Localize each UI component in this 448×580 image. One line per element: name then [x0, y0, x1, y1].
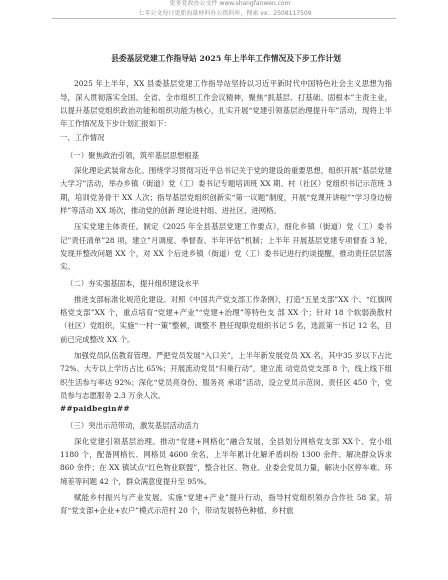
paragraph-member-management: 加强党员队伍教育管理。严把党员发展“入口关”，上半年新发展党员 XX 名，其中35 岁以下占比 72%、大专以上学历占比 65%；开展流动党员“归巢行动”，建立流 动党员党支部 8 个，线上线下组织生活参与率达 92%；深化“党员亮身份、服务亮 承诺”活动，设立党员示范岗、责任区 450 个，党员参与志愿服务 2.3 万余人次。 — [60, 350, 392, 400]
site-banner: 更多党政办公文件 www.shangfanwen.com — [169, 0, 291, 7]
header-divider — [52, 18, 396, 19]
paragraph-rural-revitalization: 赋能乡村振兴与产业发展。实施“党建+产业”提升行动，指导村党组织领办合作社 58 家，培育“党支部+企业+农户”模式示范村 20 个，带动发展特色种植、乡村旅 — [60, 492, 392, 516]
section-heading-work-status: 一、工作情况 — [60, 133, 105, 143]
document-body — [60, 52, 392, 518]
document-title: 县委基层党建工作指导站 2025 年上半年工作情况及下步工作计划 — [111, 54, 341, 63]
subsection-heading-organization: （二）夯实强基固本，提升组织建设水平 — [66, 279, 200, 289]
subsection-heading-demonstration: （三）突出示范带动，激发基层活动活力 — [66, 421, 200, 431]
paragraph-responsibility: 压实党建主体责任。制定《2025 年全县基层党建工作要点》，细化乡镇（街道）党（工）委书记”责任清单”28 项，建立”月调度、季督查、半年评估”机制；上半年 开展基层党建专项督查 3 轮，发现并整改问题 XX 个，对 XX 个后进乡镇（街道）党（工）委书记进行约谈提醒，推动责任层层落实。 — [60, 222, 392, 272]
site-notice: 七零公文每日更新海量材料办公资料库，搜索 vx：2508117509 — [138, 10, 312, 17]
paid-content-marker: ##paidbegin## — [60, 404, 130, 414]
paragraph-branch-standardization: 推进支部标准化规范化建设。对照《中国共产党支部工作条例》，打造“五星支部”XX 个、“红旗网格党支部”XX 个，重点培育“党建+产业”“党建+治理”等特色支 部 XX 个；针对 18 个软弱涣散村（社区）党组织，实施“一村一策”整顿，调整不 胜任现职党组织书记 5 名，选派第一书记 12 名，目前已完成整改 XX 个。 — [60, 294, 392, 344]
subsection-heading-political-guidance: （一）聚焦政治引领，筑牢基层思想根基 — [66, 150, 200, 160]
paragraph-grassroots-governance: 深化党建引领基层治理。推动“党建+网格化”融合发展，全县划分网格党支部 XX个、党小组 1180 个，配备网格长、网格员 4600 余名，上半年累计化解矛盾纠纷 1300 余件、解决群众诉求 860 余件；在 XX 镇试点“红色物业联盟”，整合社区、物业、业委会党员力量，解决小区停车难、环境差等问题 42 个，群众满意度提升至 95%。 — [60, 436, 392, 486]
paragraph-theory-study: 深化理论武装常态化。围绕学习贯彻习近平总书记关于党的建设的重要思想，组织开展“基层党建大学习”活动，举办乡镇（街道）党（工）委书记专题培训班 XX 期、村（社区）党组织书记示范班 3 期，培训党务骨干 XX 人次；指导基层党组织创新实“第一议题”制度，开展“党课开讲啦”“学习身边榜样”等活动 XX 场次，推动党的创新 理论进村组、进社区、进网格。 — [60, 166, 392, 215]
intro-paragraph: 2025 年上半年，XX 县委基层党建工作指导站坚持以习近平新时代中国特色社会主义思想为指导，深入贯彻落实全国、全省、全市组织工作会议精神，聚焦“抓基层、打基础、固根本”主责主业，以提升基层党组织政治功能和组织功能为核心，扎实开展“党建引领基层治理提升年”活动，现将上半年工作情况及下步计划汇报如下： — [60, 79, 392, 129]
